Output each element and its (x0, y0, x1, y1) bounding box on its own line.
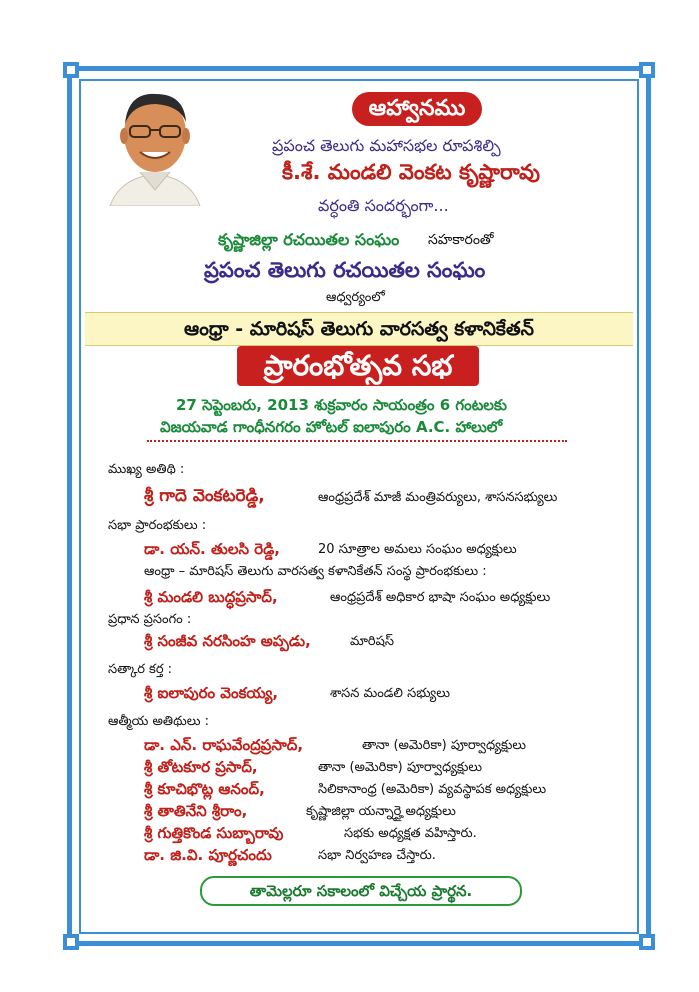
guest-desc: కృష్ణాజిల్లా యన్నార్హై అధ్యక్షులు (306, 804, 456, 819)
collab-org: కృష్ణాజిల్లా రచయితల సంఘం (218, 230, 400, 249)
header-line-3: వర్ధంతి సందర్భంగా... (318, 196, 449, 215)
openers-label: సభా ప్రారంభకులు : (108, 518, 207, 533)
chief-guest-name: శ్రీ గాదె వెంకటరెడ్డి, (144, 486, 265, 506)
opener3-desc: ఆంధ్రప్రదేశ్ అధికార భాషా సంఘం అధ్యక్షులు (330, 590, 551, 605)
corner-ornament-bl (63, 934, 79, 950)
guest-name: డా. ఎన్. రాఘవేంద్రప్రసాద్, (144, 736, 304, 754)
guest-name: శ్రీ గుత్తికొండ సుబ్బారావు (144, 824, 284, 842)
corner-ornament-tl (63, 62, 79, 78)
institution-band: ఆంధ్రా - మారిషస్ తెలుగు వారసత్వ కళానికేతన్ (85, 312, 633, 346)
guests-label: ఆత్మీయ అతిథులు : (108, 714, 209, 729)
guest-desc: తానా (అమెరికా) పూర్వాధ్యక్షులు (362, 738, 527, 753)
speaker-desc: మారిషస్ (350, 634, 395, 649)
ceremony-banner: ప్రారంభోత్సవ సభ (237, 346, 479, 386)
event-datetime: 27 సెప్టెంబరు, 2013 శుక్రవారం సాయంత్రం 6 గంటలకు (176, 396, 507, 414)
chief-guest-label: ముఖ్య అతిథి : (108, 462, 185, 477)
event-venue: విజయవాడ గాంధీనగరం హోటల్ ఐలాపురం A.C. హాలులో (160, 418, 503, 436)
honorer-desc: శాసన మండలి సభ్యులు (330, 686, 450, 701)
invitation-badge: ఆహ్వానము (352, 92, 482, 126)
guest-desc: తానా (అమెరికా) పూర్వాధ్యక్షులు (318, 760, 483, 775)
guest-desc: సభకు అధ్యక్షత వహిస్తారు. (344, 826, 477, 841)
opener1-desc: 20 సూత్రాల అమలు సంఘం అధ్యక్షులు (318, 542, 517, 557)
honoree-name: కీ.శే. మండలి వెంకట కృష్ణారావు (282, 160, 540, 184)
opener3-name: శ్రీ మండలి బుద్ధప్రసాద్, (144, 588, 278, 606)
corner-ornament-tr (639, 62, 655, 78)
guest-desc: సిలికానాంధ్ర (అమెరికా) వ్యవస్థాపక అధ్యక్షులు (318, 782, 547, 797)
chief-guest-desc: ఆంధ్రప్రదేశ్ మాజీ మంత్రివర్యులు, శాసనసభ్యులు (318, 490, 558, 505)
guest-name: శ్రీ కూచిభొట్ల ఆనంద్, (144, 780, 265, 798)
opener1-name: డా. యన్. తులసి రెడ్డి, (144, 540, 280, 558)
guest-name: శ్రీ తాతినేని శ్రీరాం, (144, 802, 248, 820)
divider (147, 440, 567, 442)
guest-name: డా. జి.వి. పూర్ణచందు (144, 846, 272, 864)
collab-suffix: సహకారంతో (428, 232, 494, 248)
corner-ornament-br (639, 934, 655, 950)
organizer-name: ప్రపంచ తెలుగు రచయితల సంఘం (204, 258, 486, 282)
header-line-1: ప్రపంచ తెలుగు మహాసభల రూపశిల్పి (272, 136, 501, 155)
closing-request: తామెల్లరూ సకాలంలో విచ్చేయ ప్రార్థన. (200, 876, 522, 906)
speaker-name: శ్రీ సంజీవ నరసింహ అప్పడు, (144, 632, 311, 650)
organizer-suffix: ఆధ్వర్యంలో (326, 290, 385, 305)
opener2-desc: ఆంధ్రా – మారిషస్ తెలుగు వారసత్వ కళానికేతన్ సంస్థ ప్రారంభకులు : (144, 564, 487, 579)
guest-desc: సభా నిర్వహణ చేస్తారు. (318, 848, 436, 863)
portrait-illustration (100, 86, 210, 206)
honorer-label: సత్కార కర్త : (108, 662, 173, 677)
honorer-name: శ్రీ ఐలాపురం వెంకయ్య, (144, 684, 279, 702)
speech-label: ప్రధాన ప్రసంగం : (108, 612, 192, 627)
guest-name: శ్రీ తోటకూర ప్రసాద్, (144, 758, 258, 776)
